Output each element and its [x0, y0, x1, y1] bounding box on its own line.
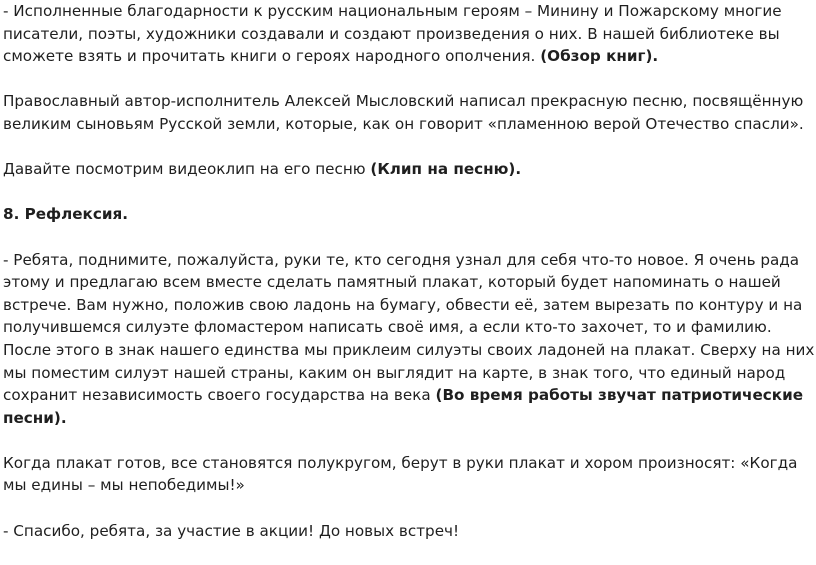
text-line: сможете взять и прочитать книги о героях народного ополчения. (Обзор книг).	[3, 47, 659, 66]
text-line: Давайте посмотрим видеоклип на его песню (Клип на песню).	[3, 160, 522, 179]
text-line: этому и предлагаю всем вместе сделать памятный плакат, который будет напоминать о нашей	[3, 273, 781, 292]
paragraph-song-author	[3, 90, 811, 135]
paragraph-video-clip	[3, 158, 811, 181]
paragraph-gratitude	[3, 0, 811, 68]
document-page	[3, 0, 815, 565]
text-line: мы едины – мы непобедимы!»	[3, 476, 245, 495]
heading-text: 8. Рефлексия.	[3, 205, 129, 224]
text-line: Православный автор-исполнитель Алексей Мысловский написал прекрасную песню, посвящённую	[3, 92, 804, 111]
text-line: - Исполненные благодарности к русским национальным героям – Минину и Пожарскому многие	[3, 2, 782, 20]
paragraph-poster-activity	[3, 249, 815, 430]
text-line: сохранит независимость своего государства на века (Во время работы звучат патриотические	[3, 386, 804, 405]
text-line: - Спасибо, ребята, за участие в акции! До новых встреч!	[3, 521, 460, 540]
text-line	[3, 203, 811, 226]
text-line: - Ребята, поднимите, пожалуйста, руки те, кто сегодня узнал для себя что-то новое. Я очень рада	[3, 250, 800, 269]
text-line: писатели, поэты, художники создавали и создают произведения о них. В нашей библиотеке вы	[3, 24, 780, 43]
bold-note: (Клип на песню).	[370, 160, 522, 179]
text-line: встрече. Вам нужно, положив свою ладонь на бумагу, обвести её, затем вырезать по контуру и на	[3, 295, 803, 314]
text-line: великим сыновьям Русской земли, которые, как он говорит «пламенною верой Отечество спасли».	[3, 114, 804, 133]
paragraph-poster-ready	[3, 452, 811, 497]
bold-note: (Обзор книг).	[540, 47, 659, 66]
paragraph-farewell	[3, 520, 811, 543]
text-line: получившемся силуэте фломастером написать своё имя, а если кто-то захочет, то и фамилию.	[3, 318, 772, 337]
text-line: Когда плакат готов, все становятся полукругом, берут в руки плакат и хором произносят: «Когда	[3, 453, 798, 472]
bold-note: песни).	[3, 408, 67, 427]
bold-note: (Во время работы звучат патриотические	[435, 386, 804, 405]
text-line	[3, 407, 811, 430]
text-line: После этого в знак нашего единства мы приклеим силуэты своих ладоней на плакат. Сверху на них	[3, 340, 815, 359]
section-heading-reflection	[3, 203, 811, 226]
text-line: мы поместим силуэт нашей страны, каким он выглядит на карте, в знак того, что единый народ	[3, 363, 786, 382]
